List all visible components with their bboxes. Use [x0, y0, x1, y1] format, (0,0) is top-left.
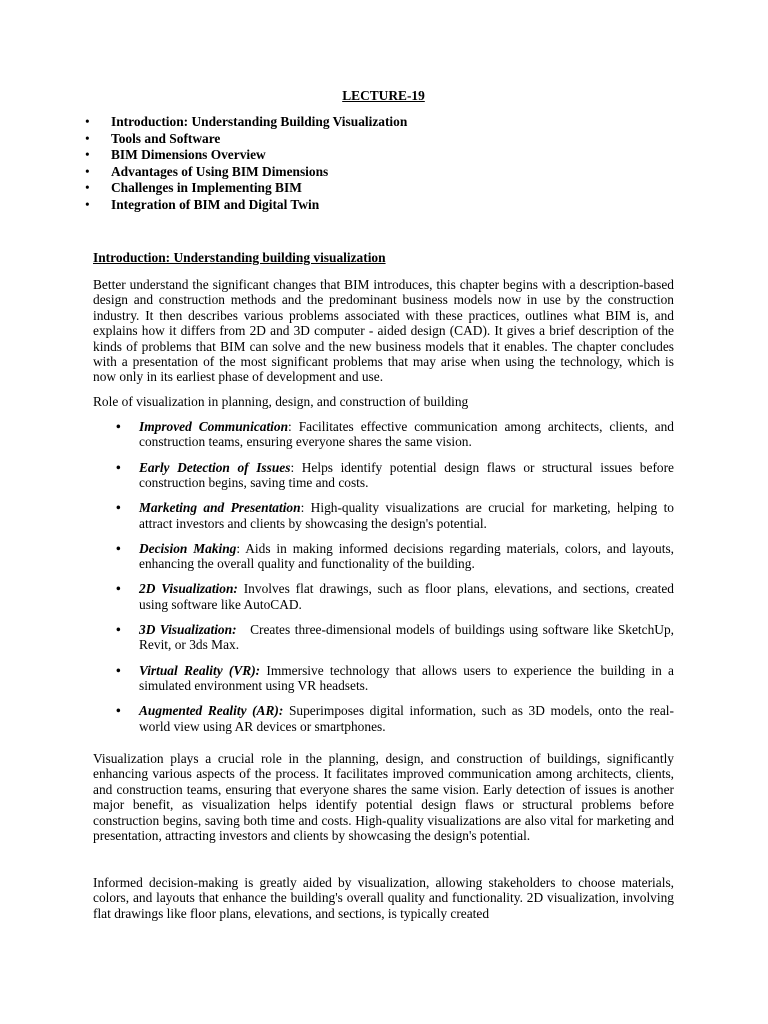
item-term: Augmented Reality (AR): [139, 703, 284, 719]
topic-item: • Tools and Software [85, 131, 407, 148]
item-sep: : [290, 459, 302, 475]
item-term: Virtual Reality (VR): [139, 662, 261, 678]
visualization-item [113, 703, 674, 734]
visualization-item [113, 419, 674, 450]
lecture-title: LECTURE-19 [342, 88, 425, 103]
section-heading: Introduction: Understanding building visualization [93, 250, 386, 265]
visualization-item [113, 581, 674, 612]
item-sep: : [300, 500, 311, 516]
intro-paragraph: Better understand the significant changes that BIM introduces, this chapter begins with a description-based design and construction methods and the predominant business models now in use by the construction industry. It then describes various problems associated with these practices, outlines what BIM is, and explains how it differs from 2D and 3D computer - aided design (CAD). It gives a brief description of the kinds of problems that BIM can solve and the new business models that it enables. The chapter concludes with a presentation of the most significant problems that may arise when using the technology, which is now only in its earliest phase of development and use. [93, 277, 674, 385]
visualization-list [113, 419, 674, 744]
item-sep: : [236, 540, 246, 556]
item-term: Marketing and Presentation [139, 500, 301, 516]
item-text: Involves flat drawings, such as floor plans, elevations, and sections, created using software like AutoCAD. [139, 581, 674, 612]
topic-item: • BIM Dimensions Overview [85, 147, 407, 164]
item-term: Decision Making [139, 540, 237, 556]
item-term: 3D Visualization: [139, 622, 237, 638]
item-text: Immersive technology that allows users to experience the building in a simulated environment using VR headsets. [139, 662, 674, 694]
item-text: Superimposes digital information, such as 3D models, onto the real-world view using AR devices or smartphones. [139, 703, 674, 734]
role-line: Role of visualization in planning, design, and construction of building [93, 394, 469, 409]
visualization-item [113, 460, 674, 491]
item-text: Aids in making informed decisions regarding materials, colors, and layouts, enhancing the overall quality and functionality of the building. [139, 540, 675, 572]
visualization-item [113, 541, 674, 572]
summary-paragraph: Visualization plays a crucial role in the planning, design, and construction of buildings, significantly enhancing various aspects of the process. It facilitates improved communication among architects, clients, and construction teams, ensuring that everyone shares the same vision. Early detection of issues is another major benefit, as visualization helps identify potential design flaws or structural problems before construction begins, saving both time and costs. High-quality visualizations are also vital for marketing and presentation, attracting investors and clients by showcasing the design's potential. [93, 751, 674, 844]
visualization-item [113, 500, 674, 531]
item-term: Early Detection of Issues [139, 459, 291, 475]
visualization-item [113, 663, 674, 694]
item-sep [237, 622, 251, 637]
item-term: Improved Communication [139, 419, 289, 434]
item-sep: : [288, 419, 299, 434]
topic-item: • Integration of BIM and Digital Twin [85, 197, 407, 214]
topic-item: • Introduction: Understanding Building Visualization [85, 114, 407, 131]
visualization-item [113, 622, 674, 653]
item-text: Creates three-dimensional models of buildings using software like SketchUp, Revit, or 3ds Max. [139, 622, 674, 653]
topics-list [85, 114, 407, 214]
item-text: Helps identify potential design flaws or structural issues before construction begins, saving time and costs. [139, 459, 674, 491]
item-term: 2D Visualization: [139, 581, 238, 597]
item-text: High-quality visualizations are crucial for marketing, helping to attract investors and clients by showcasing the design's potential. [139, 500, 674, 531]
decision-paragraph: Informed decision-making is greatly aided by visualization, allowing stakeholders to choose materials, colors, and layouts that enhance the building's overall quality and functionality. 2D visualization, involving flat drawings like floor plans, elevations, and sections, is typically created [93, 875, 674, 921]
topic-item: • Challenges in Implementing BIM [85, 180, 407, 197]
item-text: Facilitates effective communication among architects, clients, and construction teams, ensuring everyone shares the same vision. [139, 419, 674, 450]
topic-item: • Advantages of Using BIM Dimensions [85, 164, 407, 181]
